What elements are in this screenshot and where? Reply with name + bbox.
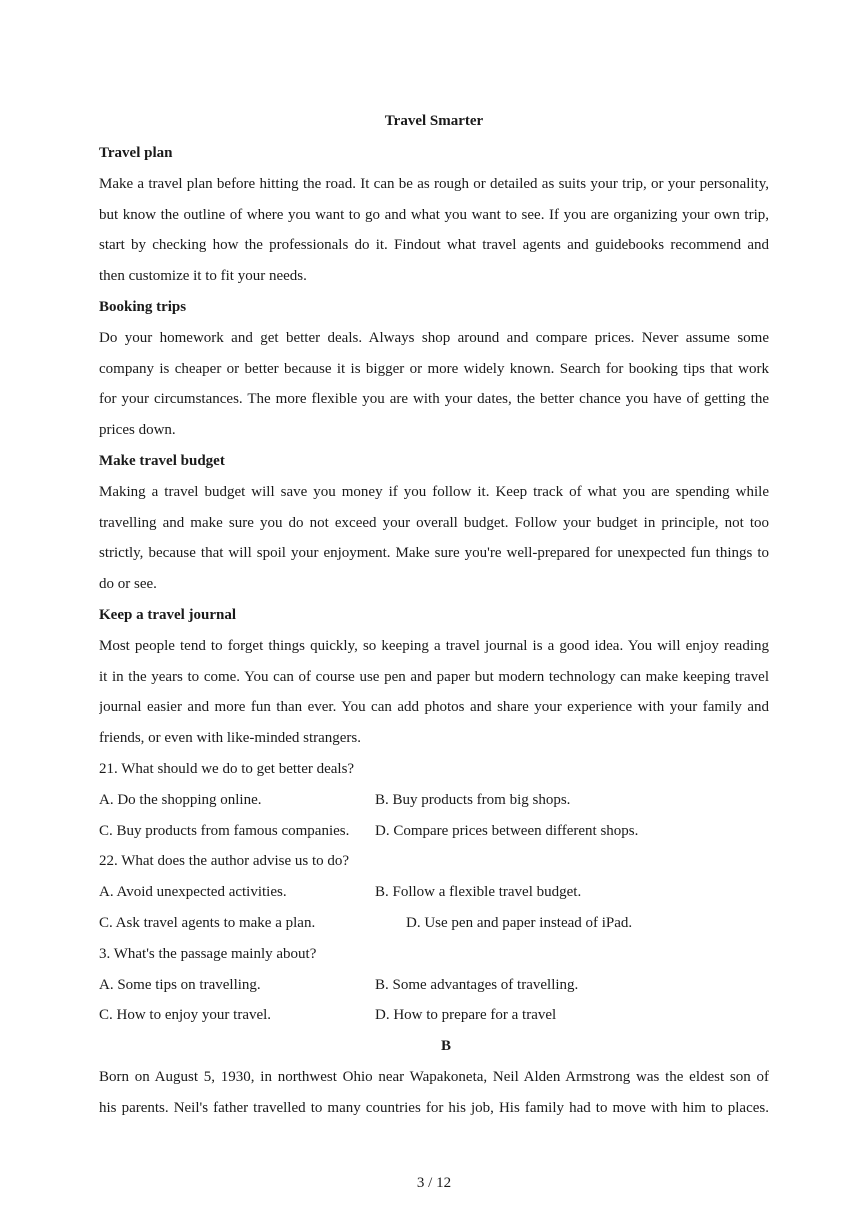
section-travel-journal xyxy=(99,600,769,754)
option-b: B. Buy products from big shops. xyxy=(375,791,571,808)
section-heading: Booking trips xyxy=(99,298,187,315)
paragraph-line: Born on August 5, 1930, in northwest Ohio near Wapakoneta, Neil Alden Armstrong was the eldest son of xyxy=(99,1068,769,1085)
paragraph-line: do or see. xyxy=(99,576,157,593)
option-a: A. Do the shopping online. xyxy=(99,791,262,808)
paragraph-line: it in the years to come. You can of course use pen and paper but modern technology can make keeping travel xyxy=(99,668,769,685)
paragraph-line: start by checking how the professionals do it. Findout what travel agents and guidebooks recommend and xyxy=(99,237,769,254)
passage-title: Travel Smarter xyxy=(384,113,484,129)
option-row xyxy=(99,785,769,816)
option-row xyxy=(99,970,769,1001)
paragraph-line: but know the outline of where you want to go and what you want to see. If you are organizing your own trip, xyxy=(99,206,769,223)
option-row xyxy=(99,908,769,939)
option-c: C. How to enjoy your travel. xyxy=(99,1007,272,1024)
section-travel-plan xyxy=(99,138,769,292)
paragraph-line: strictly, because that will spoil your enjoyment. Make sure you're well-prepared for unexpected fun things to xyxy=(99,545,769,562)
option-c: C. Ask travel agents to make a plan. xyxy=(99,914,316,931)
question-stem: 21. What should we do to get better deals? xyxy=(99,760,355,777)
section-travel-budget xyxy=(99,446,769,600)
paragraph-line: friends, or even with like-minded strangers. xyxy=(99,730,362,747)
question-21 xyxy=(99,754,769,846)
option-b: B. Follow a flexible travel budget. xyxy=(375,884,582,901)
option-a: A. Some tips on travelling. xyxy=(99,976,261,993)
passage-b xyxy=(99,1031,769,1123)
paragraph-line: then customize it to fit your needs. xyxy=(99,268,307,285)
paragraph-line: journal easier and more fun than ever. You can add photos and share your experience with your family and xyxy=(99,699,769,716)
question-3 xyxy=(99,939,769,1031)
section-heading: Make travel budget xyxy=(99,452,225,469)
page-number: 3 / 12 xyxy=(416,1175,452,1191)
option-row xyxy=(99,1000,769,1031)
question-22 xyxy=(99,846,769,938)
paragraph-line: travelling and make sure you do not exceed your overall budget. Follow your budget in principle, not too xyxy=(99,514,769,531)
question-stem: 3. What's the passage mainly about? xyxy=(99,945,317,962)
option-d: D. How to prepare for a travel xyxy=(375,1007,557,1024)
paragraph-line: for your circumstances. The more flexible you are with your dates, the better chance you have of getting the xyxy=(99,391,769,408)
paragraph-line: Making a travel budget will save you money if you follow it. Keep track of what you are spending while xyxy=(99,483,769,500)
document-body xyxy=(99,138,769,1124)
section-booking-trips xyxy=(99,292,769,446)
paragraph-line: Most people tend to forget things quickly, so keeping a travel journal is a good idea. You will enjoy reading xyxy=(99,637,769,654)
paragraph-line: Make a travel plan before hitting the road. It can be as rough or detailed as suits your trip, or your personality, xyxy=(99,175,769,192)
option-b: B. Some advantages of travelling. xyxy=(375,976,579,993)
paragraph-line: Do your homework and get better deals. Always shop around and compare prices. Never assume some xyxy=(99,329,769,346)
option-row xyxy=(99,877,769,908)
paragraph-line: prices down. xyxy=(99,422,176,439)
option-d: D. Use pen and paper instead of iPad. xyxy=(406,914,633,931)
paragraph-line: his parents. Neil's father travelled to many countries for his job, His family had to move with him to places. xyxy=(99,1099,769,1116)
option-d: D. Compare prices between different shops. xyxy=(375,822,639,839)
option-a: A. Avoid unexpected activities. xyxy=(99,884,287,901)
section-heading: Keep a travel journal xyxy=(99,606,237,623)
section-heading: Travel plan xyxy=(99,145,173,161)
question-stem: 22. What does the author advise us to do? xyxy=(99,853,350,870)
paragraph-line: company is cheaper or better because it is bigger or more widely known. Search for booking tips that work xyxy=(99,360,769,377)
option-row xyxy=(99,816,769,847)
option-c: C. Buy products from famous companies. xyxy=(99,822,350,839)
passage-label: B xyxy=(440,1038,451,1055)
